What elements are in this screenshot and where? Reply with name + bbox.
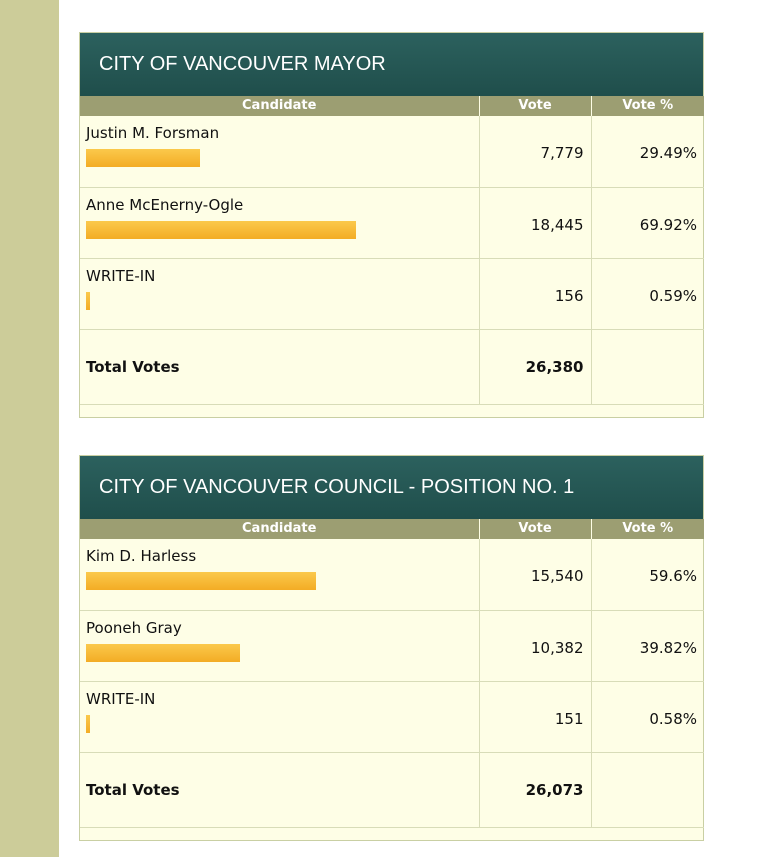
- candidate-percent: 0.59%: [591, 258, 704, 329]
- column-header-vote-percent: Vote %: [591, 519, 704, 539]
- candidate-votes: 151: [479, 681, 591, 752]
- total-label: Total Votes: [80, 329, 479, 404]
- total-label: Total Votes: [80, 752, 479, 827]
- results-table: [80, 519, 704, 840]
- candidate-row: [80, 681, 704, 752]
- candidate-votes: 18,445: [479, 187, 591, 258]
- total-percent-empty: [591, 752, 704, 827]
- race-title: CITY OF VANCOUVER COUNCIL - POSITION NO. 1: [80, 456, 703, 519]
- table-footer-spacer: [80, 404, 704, 417]
- race-council-position-1: [79, 455, 704, 841]
- vote-share-bar: [86, 644, 240, 662]
- vote-share-bar: [86, 149, 200, 167]
- vote-share-bar: [86, 715, 90, 733]
- candidate-votes: 10,382: [479, 610, 591, 681]
- candidate-votes: 7,779: [479, 116, 591, 187]
- total-row: [80, 329, 704, 404]
- candidate-votes: 15,540: [479, 539, 591, 610]
- candidate-cell: [80, 258, 479, 329]
- candidate-percent: 29.49%: [591, 116, 704, 187]
- column-header-vote-percent: Vote %: [591, 96, 704, 116]
- race-title: CITY OF VANCOUVER MAYOR: [80, 33, 703, 96]
- vote-share-bar: [86, 292, 90, 310]
- race-mayor: [79, 32, 704, 418]
- candidate-percent: 0.58%: [591, 681, 704, 752]
- left-sidebar-strip: [0, 0, 59, 857]
- candidate-percent: 59.6%: [591, 539, 704, 610]
- candidate-name: WRITE-IN: [86, 689, 156, 708]
- total-percent-empty: [591, 329, 704, 404]
- candidate-percent: 39.82%: [591, 610, 704, 681]
- results-table: [80, 96, 704, 417]
- total-votes: 26,380: [479, 329, 591, 404]
- candidate-row: [80, 116, 704, 187]
- candidate-cell: [80, 610, 479, 681]
- candidate-cell: [80, 187, 479, 258]
- candidate-row: [80, 610, 704, 681]
- candidate-row: [80, 187, 704, 258]
- candidate-votes: 156: [479, 258, 591, 329]
- column-header-candidate: Candidate: [80, 519, 479, 539]
- column-header-vote: Vote: [479, 519, 591, 539]
- total-row: [80, 752, 704, 827]
- candidate-name: Pooneh Gray: [86, 618, 182, 637]
- table-footer-spacer: [80, 827, 704, 840]
- candidate-name: Kim D. Harless: [86, 547, 197, 565]
- candidate-name: WRITE-IN: [86, 266, 156, 285]
- column-header-row: [80, 96, 704, 116]
- vote-share-bar: [86, 221, 356, 239]
- vote-share-bar: [86, 572, 316, 590]
- candidate-cell: [80, 681, 479, 752]
- column-header-row: [80, 519, 704, 539]
- candidate-row: [80, 539, 704, 610]
- column-header-candidate: Candidate: [80, 96, 479, 116]
- candidate-row: [80, 258, 704, 329]
- candidate-percent: 69.92%: [591, 187, 704, 258]
- total-votes: 26,073: [479, 752, 591, 827]
- candidate-name: Anne McEnerny-Ogle: [86, 195, 244, 214]
- column-header-vote: Vote: [479, 96, 591, 116]
- candidate-cell: [80, 116, 479, 187]
- candidate-name: Justin M. Forsman: [86, 124, 220, 142]
- candidate-cell: [80, 539, 479, 610]
